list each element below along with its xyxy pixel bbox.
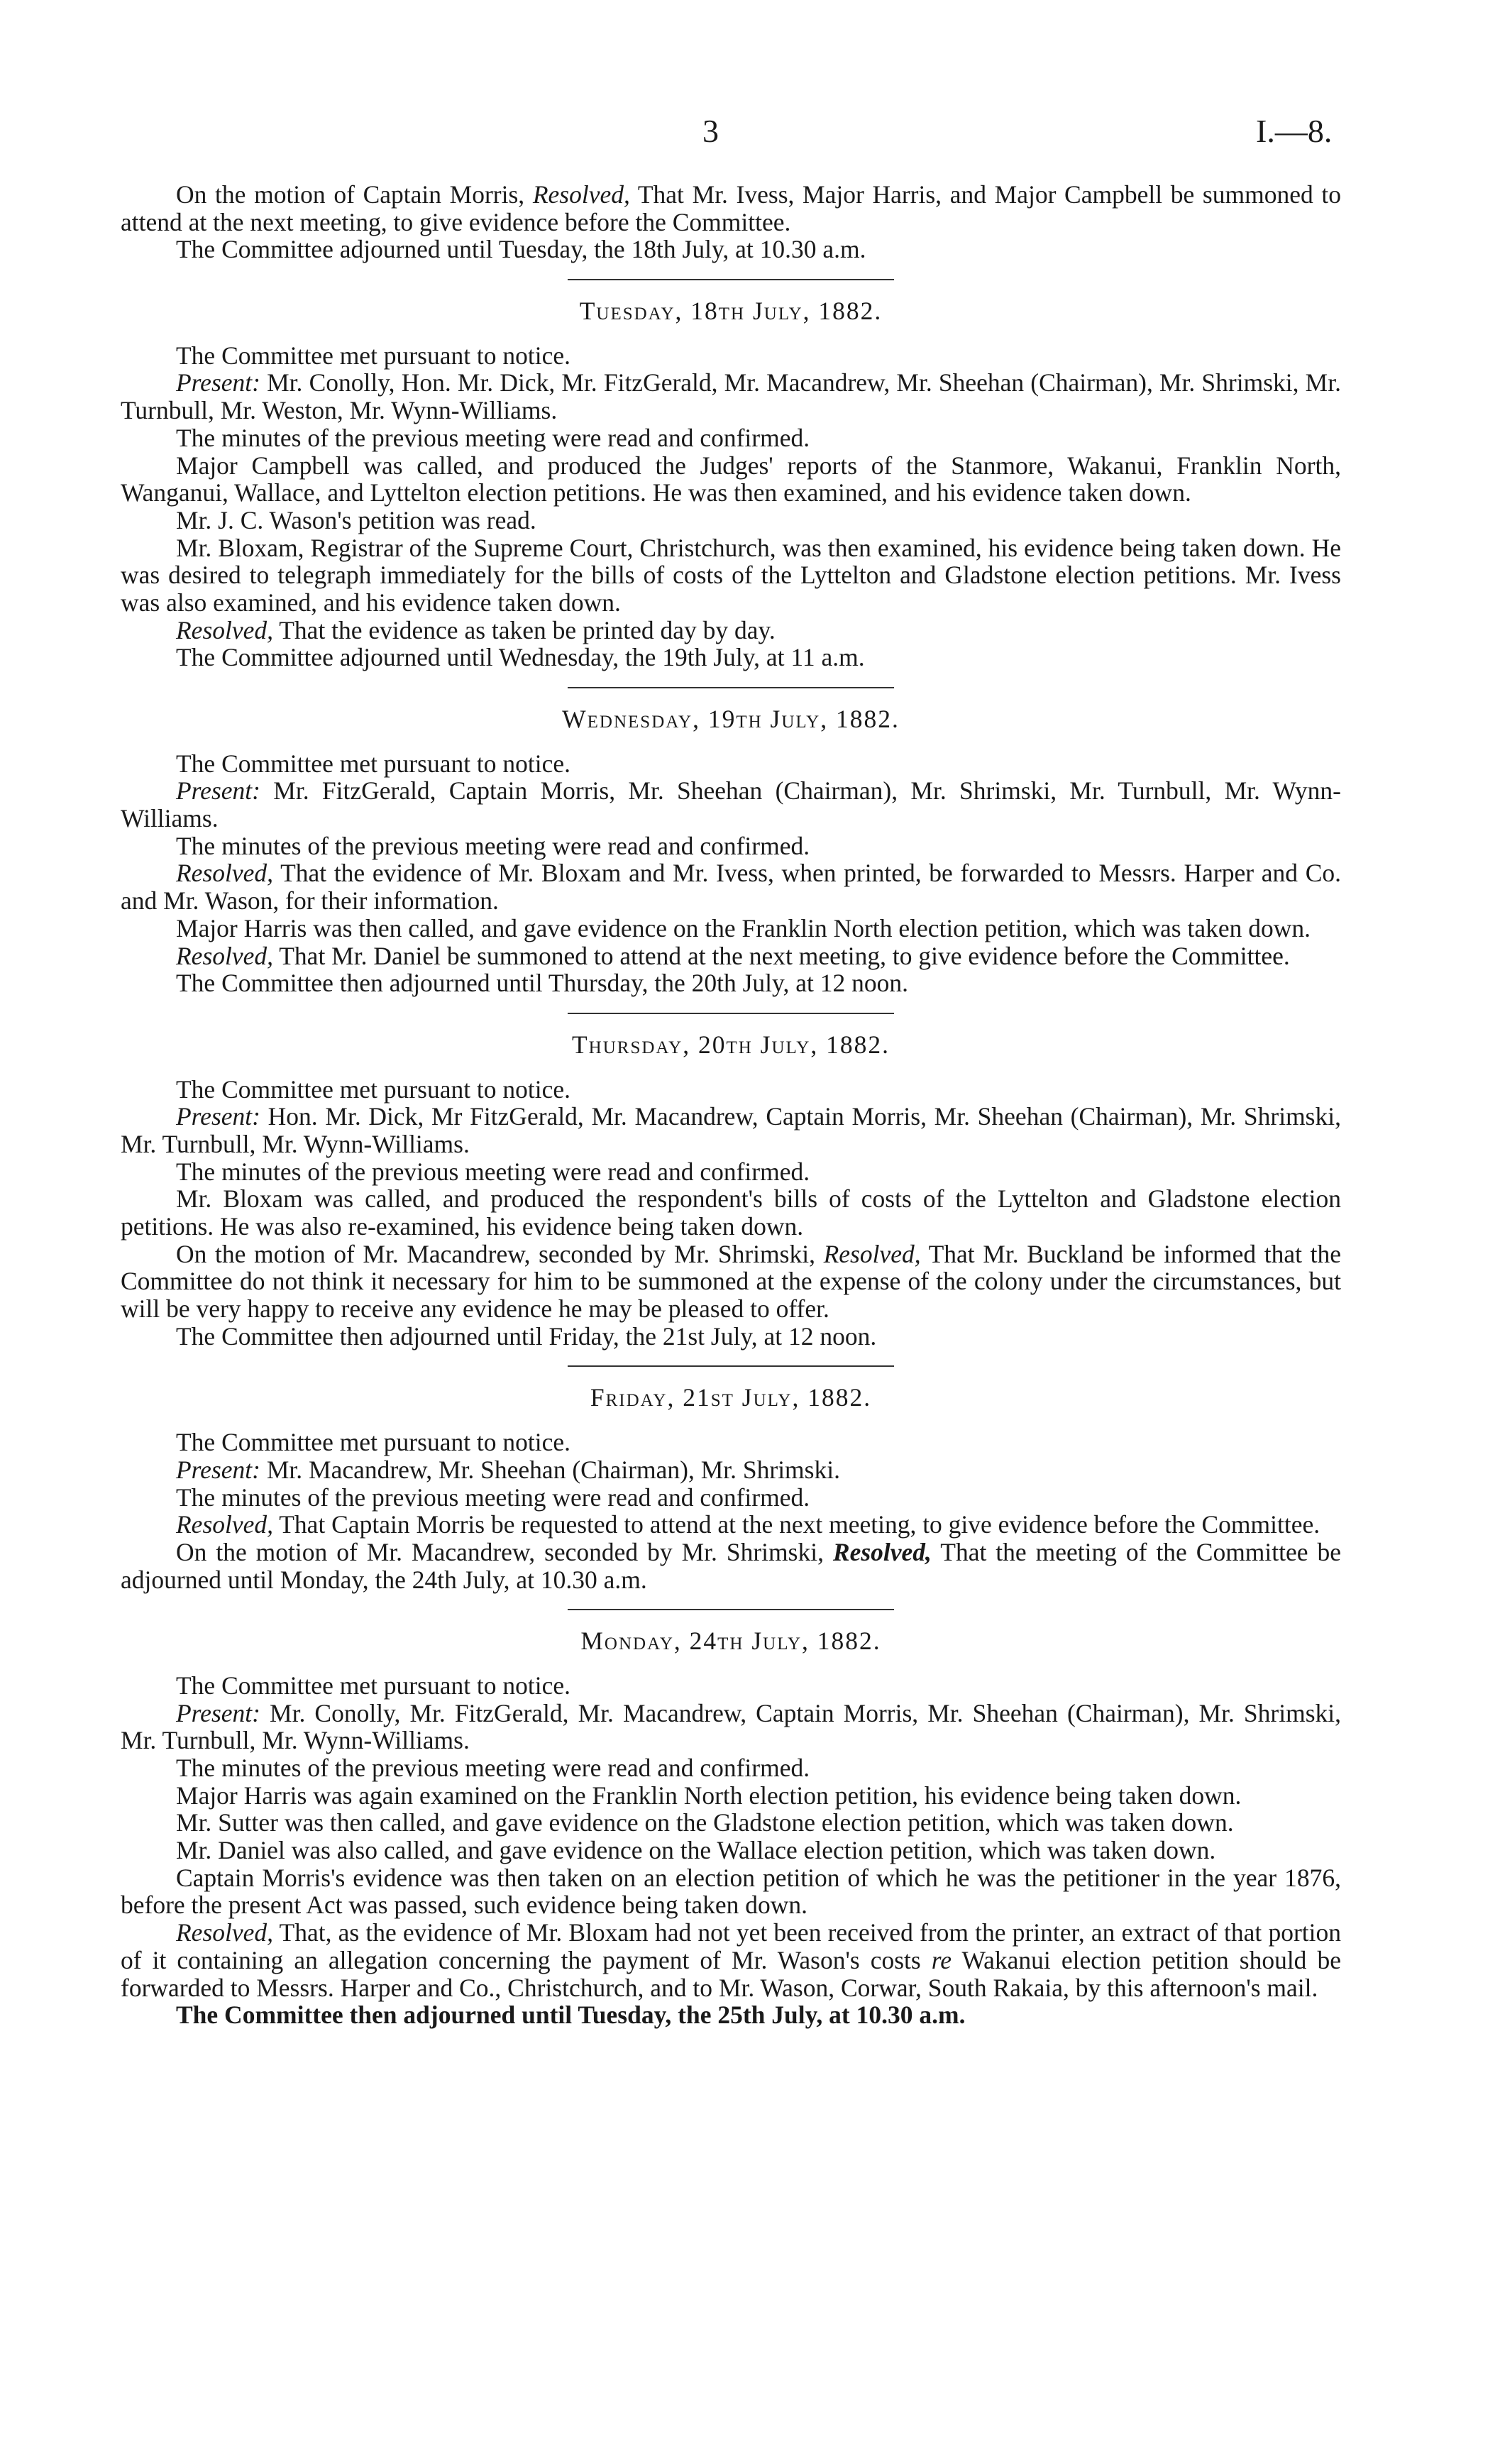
friday-date-heading: Friday, 21st July, 1882. (590, 1383, 872, 1412)
monday-morris: Captain Morris's evidence was then taken on an election petition of which he was the petitioner in the year 1876, before the present Act was passed, such evidence being taken down. (121, 1863, 1341, 1920)
wednesday-adjourn: The Committee then adjourned until Thursday, the 20th July, at 12 noon. (176, 969, 908, 998)
tuesday-adjourn: The Committee adjourned until Wednesday, the 19th July, at 11 a.m. (176, 643, 865, 672)
wednesday-minutes: The minutes of the previous meeting were read and confirmed. (176, 831, 810, 860)
wednesday-date-heading: Wednesday, 19th July, 1882. (562, 705, 900, 733)
section-divider (568, 1013, 894, 1014)
friday-minutes: The minutes of the previous meeting were read and confirmed. (176, 1483, 810, 1512)
section-divider (568, 1365, 894, 1367)
thursday-bloxam: Mr. Bloxam was called, and produced the respondent's bills of costs of the Lyttelton and Gladstone election petitions. He was also re-examined, his evidence being taken down. (121, 1184, 1341, 1241)
wednesday-harris: Major Harris was then called, and gave evidence on the Franklin North election petition, which was taken down. (176, 913, 1311, 942)
tuesday-bloxam: Mr. Bloxam, Registrar of the Supreme Court, Christchurch, was then examined, his evidence being taken down. He was desired to telegraph immediately for the bills of costs of the Lyttelton and Gladstone election petitions. Mr. Ivess was also examined, and his evidence taken down. (121, 533, 1341, 617)
intro-adjourn: The Committee adjourned until Tuesday, the 18th July, at 10.30 a.m. (176, 235, 866, 264)
thursday-minutes: The minutes of the previous meeting were read and confirmed. (176, 1157, 810, 1186)
wednesday-resolved-daniel: Resolved, That Mr. Daniel be summoned to attend at the next meeting, to give evidence before the Committee. (176, 941, 1290, 970)
thursday-date-heading: Thursday, 20th July, 1882. (571, 1030, 890, 1059)
monday-harris: Major Harris was again examined on the Franklin North election petition, his evidence being taken down. (176, 1781, 1242, 1810)
monday-minutes: The minutes of the previous meeting were read and confirmed. (176, 1754, 810, 1782)
section-divider (568, 1609, 894, 1610)
tuesday-met: The Committee met pursuant to notice. (176, 341, 571, 370)
tuesday-campbell: Major Campbell was called, and produced the Judges' reports of the Stanmore, Wakanui, Franklin North, Wanganui, Wallace, and Lyttelton election petitions. He was then examined, and his evidence taken down. (121, 451, 1341, 507)
minutes-body (121, 181, 1341, 2029)
intro-motion: On the motion of Captain Morris, Resolved, That Mr. Ivess, Major Harris, and Major Campbell be summoned to attend at the next meeting, to give evidence before the Committee. (121, 180, 1341, 236)
thursday-buckland-motion: On the motion of Mr. Macandrew, seconded by Mr. Shrimski, Resolved, That Mr. Buckland be informed that the Committee do not think it necessary for him to be summoned at the expense of the colony under the circumstances, but will be very happy to receive any evidence he may be pleased to offer. (121, 1239, 1341, 1324)
monday-present: Present: Mr. Conolly, Mr. FitzGerald, Mr. Macandrew, Captain Morris, Mr. Sheehan (Chairman), Mr. Shrimski, Mr. Turnbull, Mr. Wynn-Williams. (121, 1698, 1341, 1755)
page-number: 3 (702, 113, 719, 149)
tuesday-date-heading: Tuesday, 18th July, 1882. (579, 297, 883, 326)
tuesday-resolved: Resolved, That the evidence as taken be printed day by day. (176, 615, 776, 644)
section-divider (568, 279, 894, 280)
page-header (0, 114, 1500, 149)
section-divider (568, 687, 894, 688)
monday-date-heading: Monday, 24th July, 1882. (580, 1627, 881, 1656)
thursday-met: The Committee met pursuant to notice. (176, 1074, 571, 1104)
monday-met: The Committee met pursuant to notice. (176, 1671, 571, 1700)
tuesday-minutes: The minutes of the previous meeting were read and confirmed. (176, 423, 810, 452)
friday-met: The Committee met pursuant to notice. (176, 1428, 571, 1457)
wednesday-present: Present: Mr. FitzGerald, Captain Morris, Mr. Sheehan (Chairman), Mr. Shrimski, Mr. Turnbull, Mr. Wynn-Williams. (121, 776, 1341, 833)
friday-adjourn-motion: On the motion of Mr. Macandrew, seconded by Mr. Shrimski, Resolved, That the meeting of the Committee be adjourned until Monday, the 24th July, at 10.30 a.m. (121, 1537, 1341, 1594)
wednesday-met: The Committee met pursuant to notice. (176, 749, 571, 778)
document-reference: I.—8. (1256, 113, 1333, 149)
friday-present: Present: Mr. Macandrew, Mr. Sheehan (Chairman), Mr. Shrimski. (176, 1455, 840, 1484)
tuesday-present: Present: Mr. Conolly, Hon. Mr. Dick, Mr. FitzGerald, Mr. Macandrew, Mr. Sheehan (Chairman), Mr. Shrimski, Mr. Turnbull, Mr. Weston, Mr. Wynn-Williams. (121, 368, 1341, 425)
wednesday-resolved-forward: Resolved, That the evidence of Mr. Bloxam and Mr. Ivess, when printed, be forwarded to Messrs. Harper and Co. and Mr. Wason, for their information. (121, 859, 1341, 915)
tuesday-wason-petition: Mr. J. C. Wason's petition was read. (176, 505, 536, 534)
monday-adjourn: The Committee then adjourned until Tuesday, the 25th July, at 10.30 a.m. (176, 2001, 966, 2030)
friday-resolved-morris: Resolved, That Captain Morris be requested to attend at the next meeting, to give evidence before the Committee. (176, 1510, 1320, 1539)
thursday-adjourn: The Committee then adjourned until Friday, the 21st July, at 12 noon. (176, 1321, 877, 1351)
monday-sutter: Mr. Sutter was then called, and gave evidence on the Gladstone election petition, which was taken down. (176, 1808, 1234, 1837)
monday-resolved-extract: Resolved, That, as the evidence of Mr. Bloxam had not yet been received from the printer, an extract of that portion of it containing an allegation concerning the payment of Mr. Wason's costs re Wakanui election petition should be forwarded to Messrs. Harper and Co., Christchurch, and to Mr. Wason, Corwar, South Rakaia, by this afternoon's mail. (121, 1918, 1341, 2002)
thursday-present: Present: Hon. Mr. Dick, Mr FitzGerald, Mr. Macandrew, Captain Morris, Mr. Sheehan (Chairman), Mr. Shrimski, Mr. Turnbull, Mr. Wynn-Williams. (121, 1102, 1341, 1158)
monday-daniel: Mr. Daniel was also called, and gave evidence on the Wallace election petition, which was taken down. (176, 1836, 1216, 1865)
